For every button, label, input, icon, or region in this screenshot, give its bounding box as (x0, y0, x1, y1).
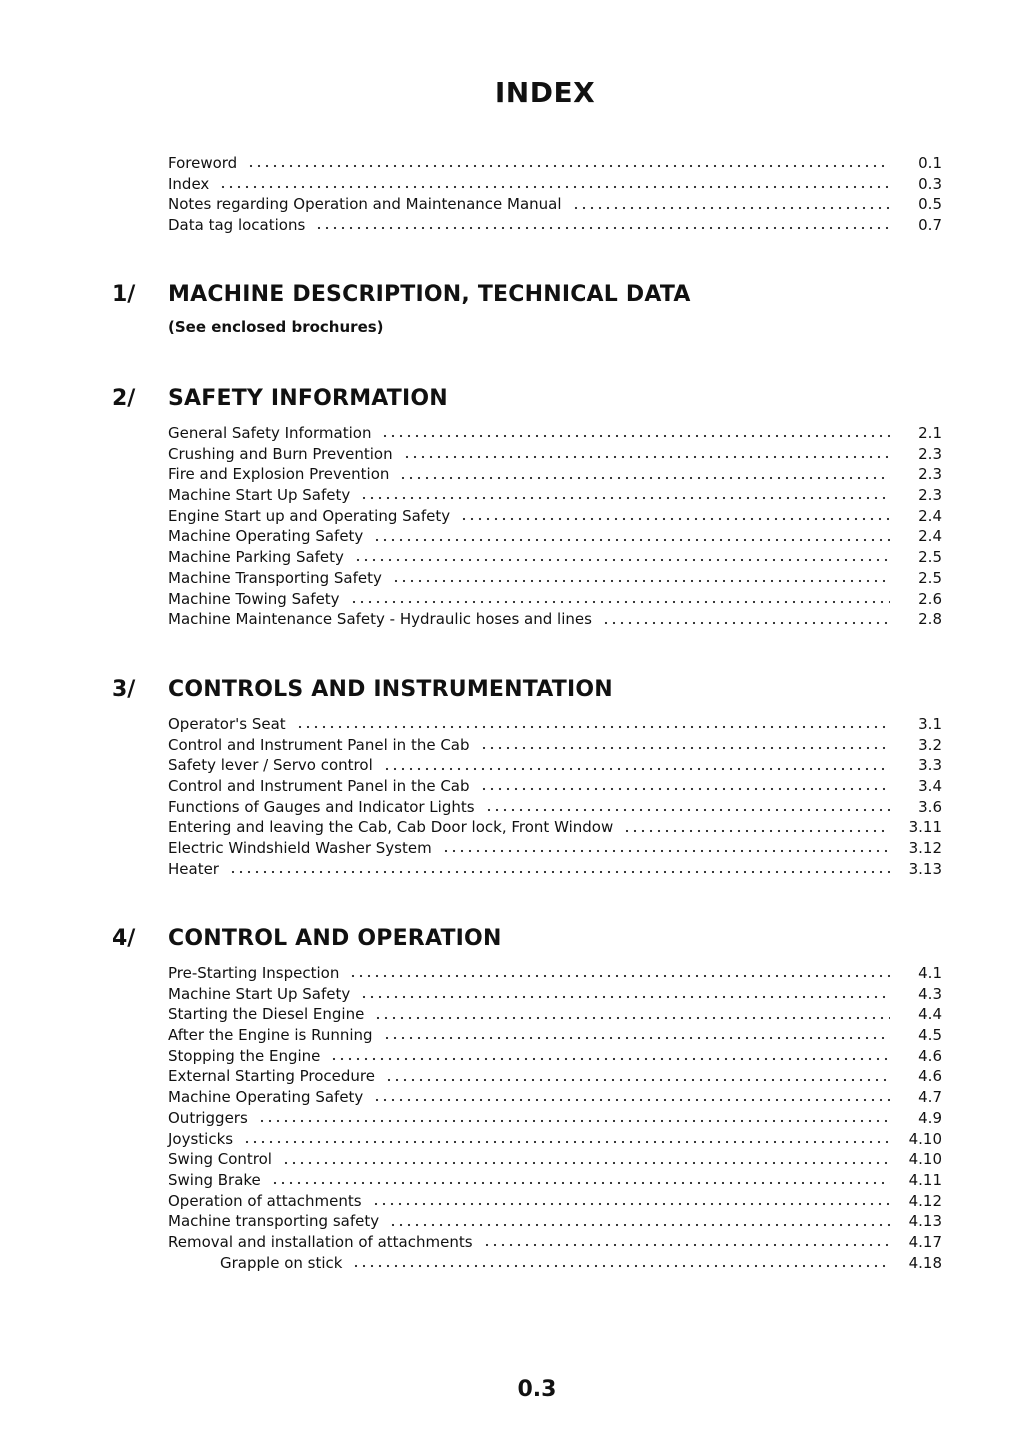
toc-entry-label: Heater (168, 859, 219, 878)
toc-entry-label: Operation of attachments (168, 1191, 362, 1210)
dot-leader (403, 454, 890, 460)
dot-leader (389, 1222, 890, 1228)
toc-entry-label: Machine Transporting Safety (168, 568, 382, 587)
toc-entry (168, 838, 942, 859)
toc-entry-label: Machine Start Up Safety (168, 984, 351, 1003)
toc-entry-page: 3.12 (908, 839, 942, 858)
toc-entry-label: Starting the Diesel Engine (168, 1005, 365, 1024)
toc-entry-label: Swing Control (168, 1150, 272, 1169)
toc-entry (168, 797, 942, 818)
dot-leader (460, 516, 890, 522)
dot-leader (360, 994, 890, 1000)
dot-leader (373, 537, 890, 543)
toc-entry-label: Removal and installation of attachments (168, 1232, 473, 1251)
toc-entry-page: 4.5 (918, 1026, 942, 1045)
toc-entry-label: Entering and leaving the Cab, Cab Door lock, Front Window (168, 818, 614, 837)
toc-entry (168, 1066, 942, 1087)
toc-entry-page: 4.10 (908, 1150, 942, 1169)
toc-entry-page: 2.3 (918, 444, 942, 463)
dot-leader (350, 599, 890, 605)
dot-leader (383, 766, 890, 772)
toc-entry (168, 1087, 942, 1108)
toc-entry-label: Stopping the Engine (168, 1046, 321, 1065)
toc-entry-label: Pre-Starting Inspection (168, 964, 340, 982)
toc-entry-page: 4.3 (918, 984, 942, 1003)
toc-entry-page: 2.4 (918, 506, 942, 525)
dot-leader (315, 225, 890, 231)
toc-entry (168, 1191, 942, 1212)
toc-entry-page: 3.2 (918, 735, 942, 754)
toc-entry (168, 1046, 942, 1067)
toc-entry-page: 4.1 (918, 964, 942, 982)
toc-entry-label: External Starting Procedure (168, 1067, 375, 1086)
toc-entry-page: 4.12 (908, 1191, 942, 1210)
toc-entry-page: 2.5 (918, 548, 942, 567)
toc-entry-label: Electric Windshield Washer System (168, 839, 432, 858)
toc-entry (168, 1211, 942, 1232)
toc-entry-label: Data tag locations (168, 216, 306, 235)
toc-entry-page: 4.7 (918, 1088, 942, 1107)
dot-leader (229, 869, 890, 875)
dot-leader (258, 1118, 890, 1124)
toc-entry-label: Foreword (168, 154, 238, 172)
toc-entry (168, 963, 942, 984)
toc-entry (168, 153, 942, 174)
toc-entry (168, 589, 942, 610)
toc-entry-page: 3.13 (908, 859, 942, 878)
toc-entry (168, 526, 942, 547)
toc-entry-page: 3.4 (918, 777, 942, 796)
toc-entry (168, 464, 942, 485)
toc-entry-page: 0.1 (918, 154, 942, 172)
toc-entry-page: 3.1 (918, 715, 942, 733)
dot-leader (602, 620, 890, 626)
toc-entry-page: 2.6 (918, 589, 942, 608)
toc-entry-label: Machine Towing Safety (168, 589, 340, 608)
toc-entry (168, 1004, 942, 1025)
toc-entry-label: Swing Brake (168, 1170, 261, 1189)
toc-entry-label: General Safety Information (168, 424, 372, 442)
toc-entry (168, 547, 942, 568)
toc-entry (168, 1108, 942, 1129)
toc-entry (168, 714, 942, 735)
toc-entry-label: Machine transporting safety (168, 1212, 380, 1231)
toc-entry (168, 755, 942, 776)
section-number: 1/ (112, 282, 136, 307)
toc-entry (168, 1129, 942, 1150)
toc-entry (168, 1232, 942, 1253)
toc-entry (168, 568, 942, 589)
section-heading: MACHINE DESCRIPTION, TECHNICAL DATA (168, 282, 691, 307)
section-heading: SAFETY INFORMATION (168, 386, 448, 411)
toc-entry-label: Machine Operating Safety (168, 527, 364, 546)
toc-entry-page: 0.5 (918, 195, 942, 214)
dot-leader (374, 1015, 890, 1021)
section-number: 2/ (112, 386, 136, 411)
toc-entry (168, 215, 942, 236)
toc-entry-label: Engine Start up and Operating Safety (168, 506, 451, 525)
dot-leader (247, 163, 890, 169)
toc-entry-page: 2.4 (918, 527, 942, 546)
toc-entry-page: 4.6 (918, 1046, 942, 1065)
toc-entry (168, 444, 942, 465)
toc-entry-page: 2.3 (918, 465, 942, 484)
dot-leader (483, 1242, 890, 1248)
toc-entry-label: Machine Operating Safety (168, 1088, 364, 1107)
toc-entry (168, 174, 942, 195)
dot-leader (572, 205, 890, 211)
toc-entry-page: 4.11 (908, 1170, 942, 1189)
toc-entry-label: Outriggers (168, 1108, 248, 1127)
toc-entry-label: Index (168, 174, 210, 193)
dot-leader (373, 1097, 890, 1103)
toc-entry-page: 3.3 (918, 756, 942, 775)
section-toc (168, 714, 942, 880)
page-title: INDEX (494, 76, 596, 109)
dot-leader (352, 1263, 890, 1269)
dot-leader (243, 1139, 890, 1145)
toc-entry-label: Fire and Explosion Prevention (168, 465, 390, 484)
section-number: 4/ (112, 926, 136, 951)
section-note: (See enclosed brochures) (168, 318, 384, 336)
dot-leader (354, 557, 890, 563)
toc-entry-page: 2.5 (918, 568, 942, 587)
toc-entry-label: Machine Start Up Safety (168, 486, 351, 505)
toc-entry-page: 2.8 (918, 610, 942, 629)
section-toc (168, 963, 942, 1273)
dot-leader (282, 1160, 890, 1166)
toc-entry-page: 4.4 (918, 1005, 942, 1024)
toc-entry (168, 609, 942, 630)
toc-entry-label: Operator's Seat (168, 715, 286, 733)
dot-leader (480, 745, 890, 751)
section-toc (168, 423, 942, 630)
toc-entry (168, 1170, 942, 1191)
dot-leader (383, 1035, 890, 1041)
toc-entry-label: Machine Parking Safety (168, 548, 344, 567)
toc-entry-page: 4.13 (908, 1212, 942, 1231)
dot-leader (399, 475, 890, 481)
toc-entry (168, 817, 942, 838)
toc-entry (168, 984, 942, 1005)
dot-leader (623, 828, 890, 834)
dot-leader (330, 1056, 890, 1062)
toc-entry (168, 776, 942, 797)
toc-entry-label: Machine Maintenance Safety - Hydraulic hoses and lines (168, 610, 592, 629)
dot-leader (219, 184, 890, 190)
section-heading: CONTROL AND OPERATION (168, 926, 502, 951)
toc-entry-label: Functions of Gauges and Indicator Lights (168, 797, 475, 816)
section-heading: CONTROLS AND INSTRUMENTATION (168, 677, 613, 702)
dot-leader (381, 433, 890, 439)
toc-entry-page: 4.6 (918, 1067, 942, 1086)
toc-entry-page: 0.7 (918, 216, 942, 235)
toc-entry-label: Safety lever / Servo control (168, 756, 373, 775)
toc-subentry (168, 1253, 942, 1274)
dot-leader (480, 786, 890, 792)
toc-entry (168, 1149, 942, 1170)
toc-entry-page: 2.3 (918, 486, 942, 505)
toc-entry (168, 859, 942, 880)
dot-leader (372, 1201, 890, 1207)
toc-entry (168, 506, 942, 527)
toc-entry-label: After the Engine is Running (168, 1026, 373, 1045)
toc-entry-label: Control and Instrument Panel in the Cab (168, 735, 470, 754)
section-number: 3/ (112, 677, 136, 702)
toc-entry-label: Grapple on stick (220, 1253, 343, 1272)
dot-leader (360, 495, 890, 501)
toc-entry-page: 2.1 (918, 424, 942, 442)
toc-entry-label: Joysticks (168, 1129, 234, 1148)
toc-entry-page: 4.18 (908, 1253, 942, 1272)
toc-entry-page: 3.6 (918, 797, 942, 816)
toc-entry-page: 4.9 (918, 1108, 942, 1127)
toc-entry-label: Control and Instrument Panel in the Cab (168, 777, 470, 796)
toc-entry-label: Crushing and Burn Prevention (168, 444, 393, 463)
toc-entry (168, 1025, 942, 1046)
toc-entry-page: 0.3 (918, 174, 942, 193)
page-number: 0.3 (517, 1377, 557, 1402)
dot-leader (442, 848, 890, 854)
toc-entry-page: 4.10 (908, 1129, 942, 1148)
toc-entry (168, 194, 942, 215)
toc-entry (168, 423, 942, 444)
toc-entry-page: 4.17 (908, 1232, 942, 1251)
toc-entry-label: Notes regarding Operation and Maintenance Manual (168, 195, 562, 214)
toc-entry (168, 485, 942, 506)
dot-leader (349, 973, 890, 979)
dot-leader (485, 807, 890, 813)
dot-leader (296, 724, 890, 730)
toc-entry (168, 735, 942, 756)
intro-toc (168, 153, 942, 236)
dot-leader (271, 1180, 890, 1186)
dot-leader (385, 1077, 890, 1083)
toc-entry-page: 3.11 (908, 818, 942, 837)
dot-leader (392, 578, 890, 584)
